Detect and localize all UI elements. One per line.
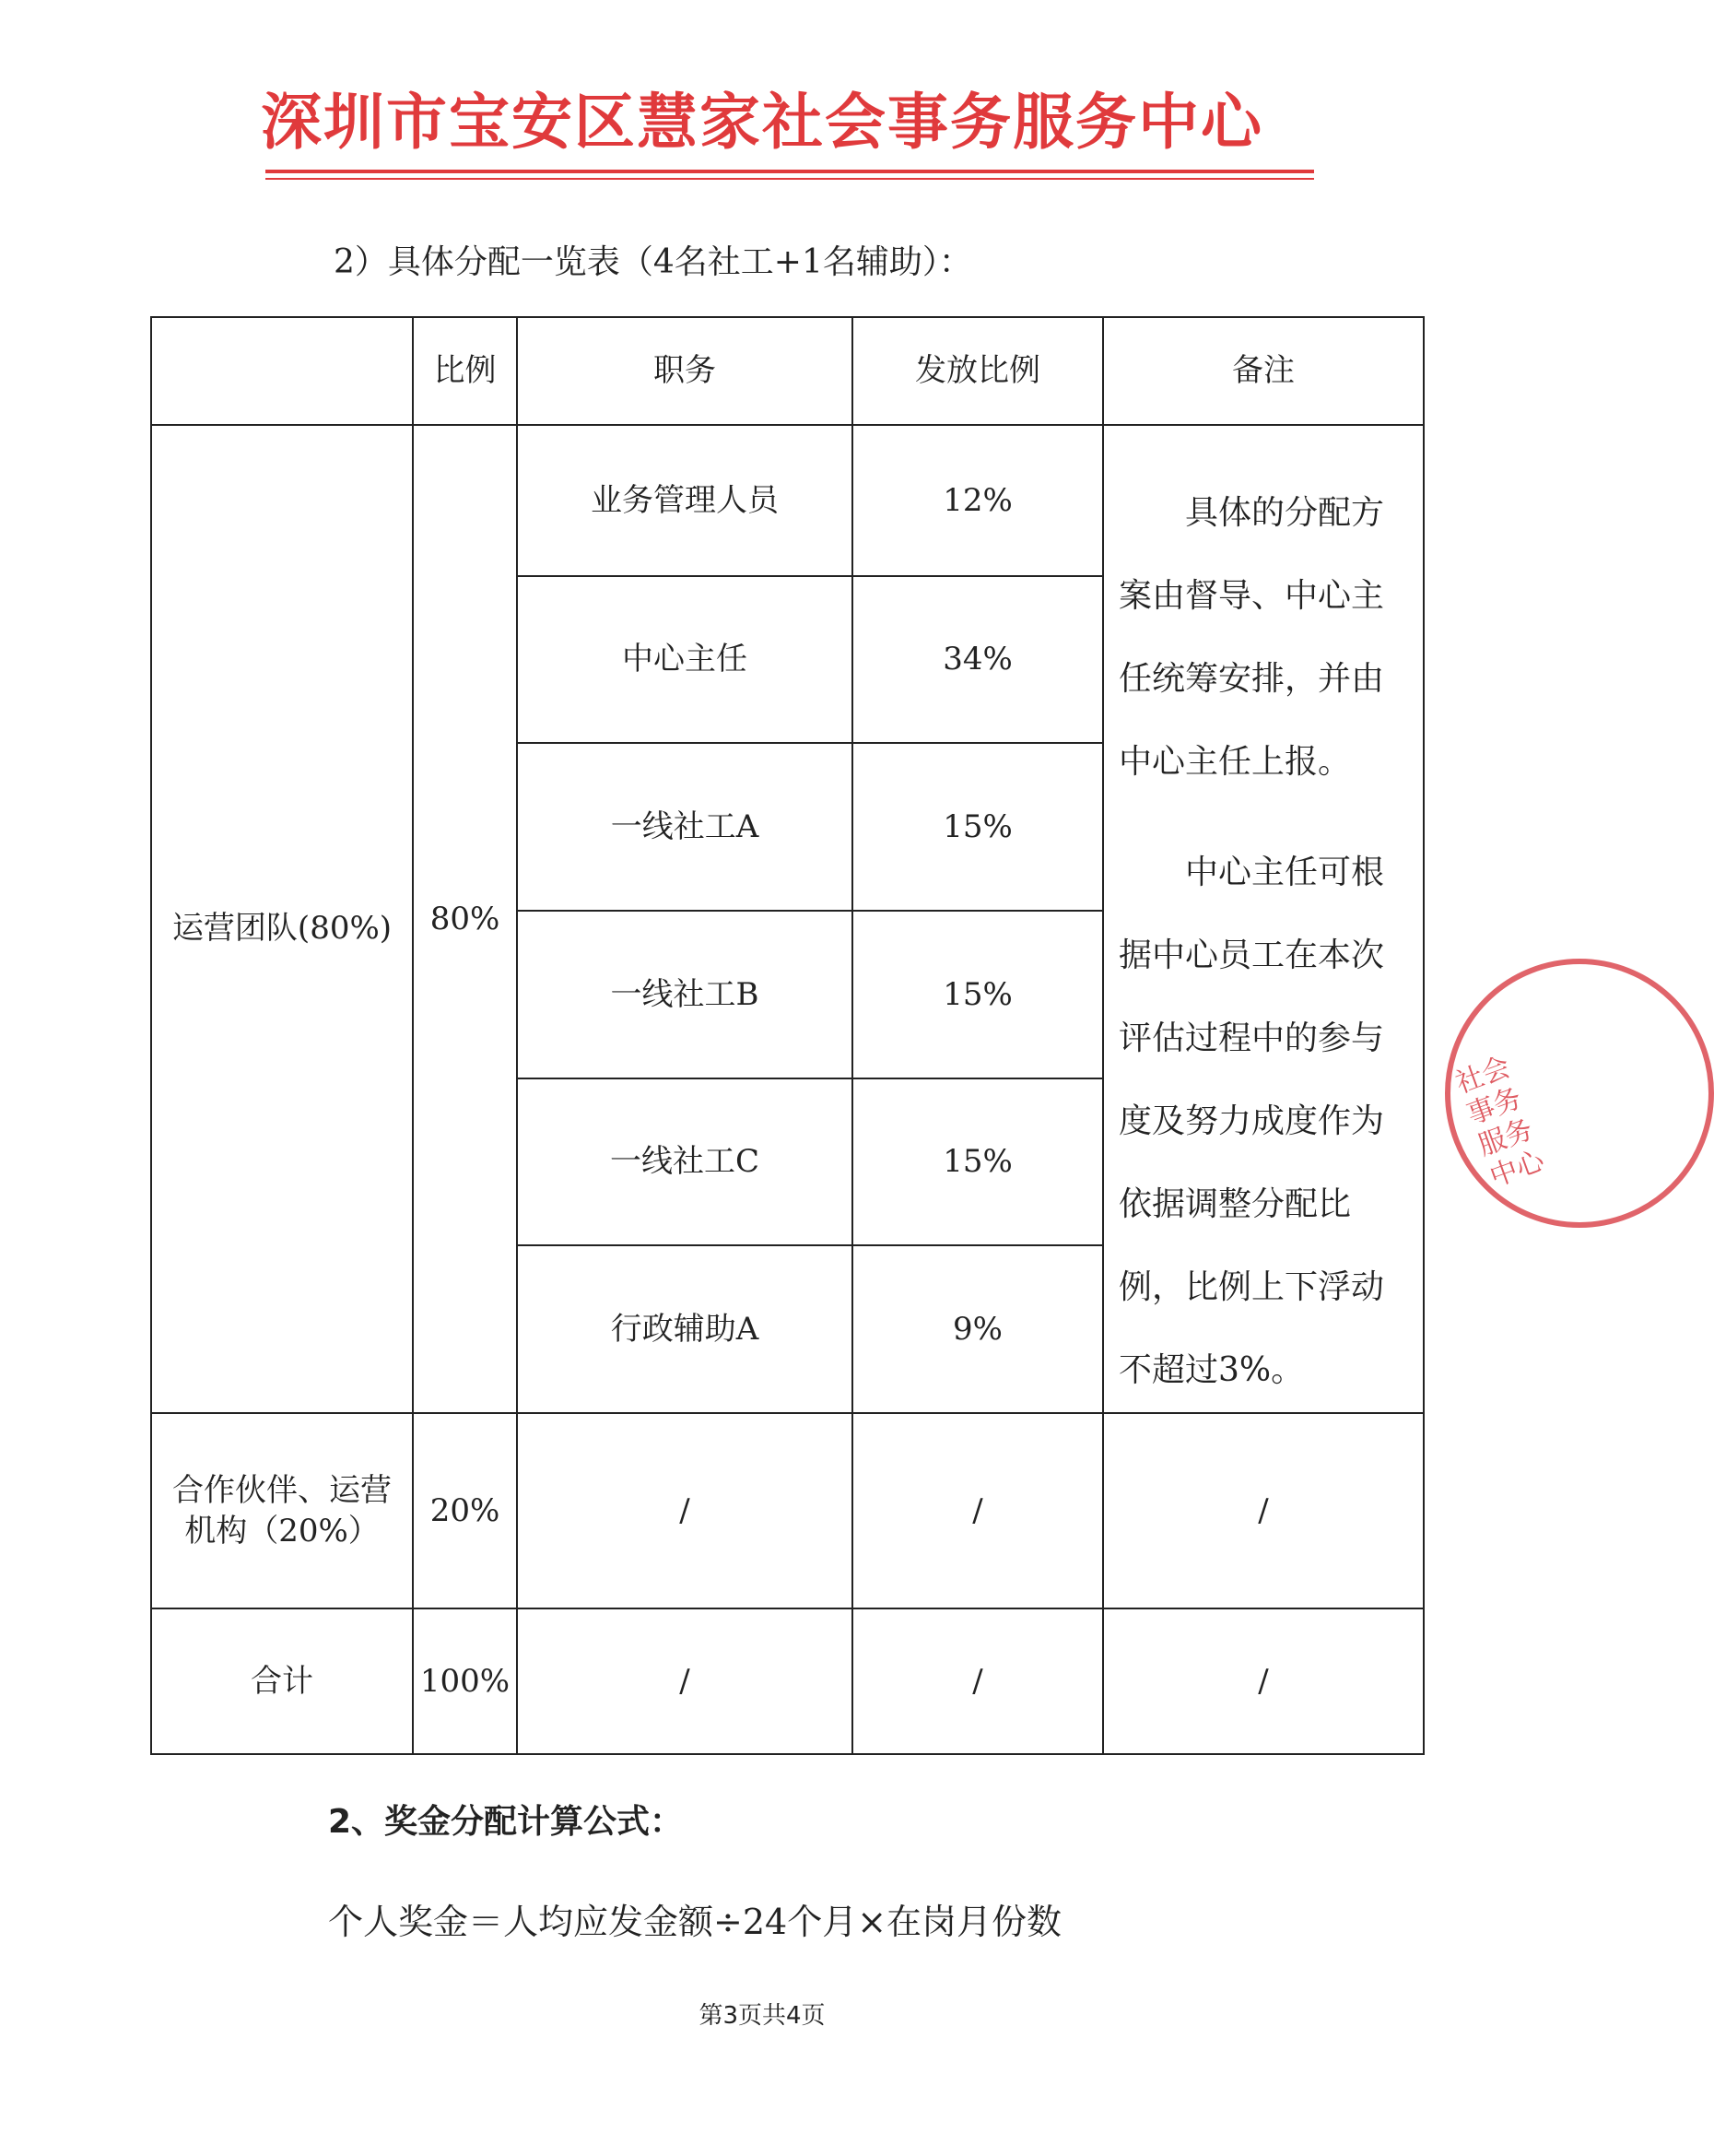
header-cell-empty: [151, 317, 413, 425]
formula-heading: 2、奖金分配计算公式：: [328, 1803, 684, 1841]
total-role-cell: /: [517, 1608, 852, 1754]
partner-share-cell: /: [852, 1413, 1103, 1608]
team-label-cell: [151, 425, 413, 1413]
note-paragraph: 中心主任可根据中心员工在本次评估过程中的参与度及努力成度作为依据调整分配比例，比例上下浮动不超过3%。: [1119, 854, 1385, 1389]
table-row: [151, 425, 1424, 576]
notes-cell: [1103, 425, 1424, 1413]
table-row-partner: [151, 1413, 1424, 1608]
note-paragraph: 具体的分配方案由督导、中心主任统筹安排，并由中心主任上报。: [1119, 494, 1385, 781]
role-cell: 一线社工A: [517, 743, 852, 911]
seal-text: 社会事务服务中心: [1451, 1051, 1549, 1194]
share-cell: 15%: [852, 743, 1103, 911]
formula-text: 个人奖金＝人均应发金额÷24个月×在岗月份数: [328, 1902, 1062, 1942]
role-cell: 一线社工C: [517, 1078, 852, 1246]
role-cell: 一线社工B: [517, 911, 852, 1078]
total-label-cell: 合计: [151, 1608, 413, 1754]
partner-note-cell: /: [1103, 1413, 1424, 1608]
section-intro: 2）具体分配一览表（4名社工+1名辅助）：: [334, 243, 972, 281]
total-share-cell: /: [852, 1608, 1103, 1754]
share-cell: 9%: [852, 1245, 1103, 1413]
partner-ratio-cell: 20%: [413, 1413, 517, 1608]
header-cell-note: 备注: [1103, 317, 1424, 425]
total-ratio-cell: 100%: [413, 1608, 517, 1754]
page-footer: 第3页共4页: [699, 2002, 826, 2030]
partner-label-cell: [151, 1413, 413, 1608]
header-cell-share: 发放比例: [852, 317, 1103, 425]
table-row-total: [151, 1608, 1424, 1754]
share-cell: 15%: [852, 911, 1103, 1078]
team-label: 运营团队(80%): [171, 909, 393, 947]
allocation-table: [150, 316, 1425, 1755]
team-ratio-cell: 80%: [413, 425, 517, 1413]
role-cell: 中心主任: [517, 576, 852, 744]
header-rule-thick: [265, 170, 1314, 173]
official-seal-stamp: [1445, 959, 1714, 1228]
header-org-name: 深圳市宝安区慧家社会事务服务中心: [261, 87, 1263, 158]
role-cell: 业务管理人员: [517, 425, 852, 576]
partner-label-line1: 合作伙伴、运营: [172, 1471, 392, 1509]
partner-label-line2: 机构（20%）: [184, 1513, 380, 1549]
total-note-cell: /: [1103, 1608, 1424, 1754]
table-header-row: [151, 317, 1424, 425]
partner-role-cell: /: [517, 1413, 852, 1608]
share-cell: 15%: [852, 1078, 1103, 1246]
role-cell: 行政辅助A: [517, 1245, 852, 1413]
header-cell-role: 职务: [517, 317, 852, 425]
header-cell-ratio: 比例: [413, 317, 517, 425]
share-cell: 34%: [852, 576, 1103, 744]
header-rule-thin: [265, 178, 1314, 180]
share-cell: 12%: [852, 425, 1103, 576]
